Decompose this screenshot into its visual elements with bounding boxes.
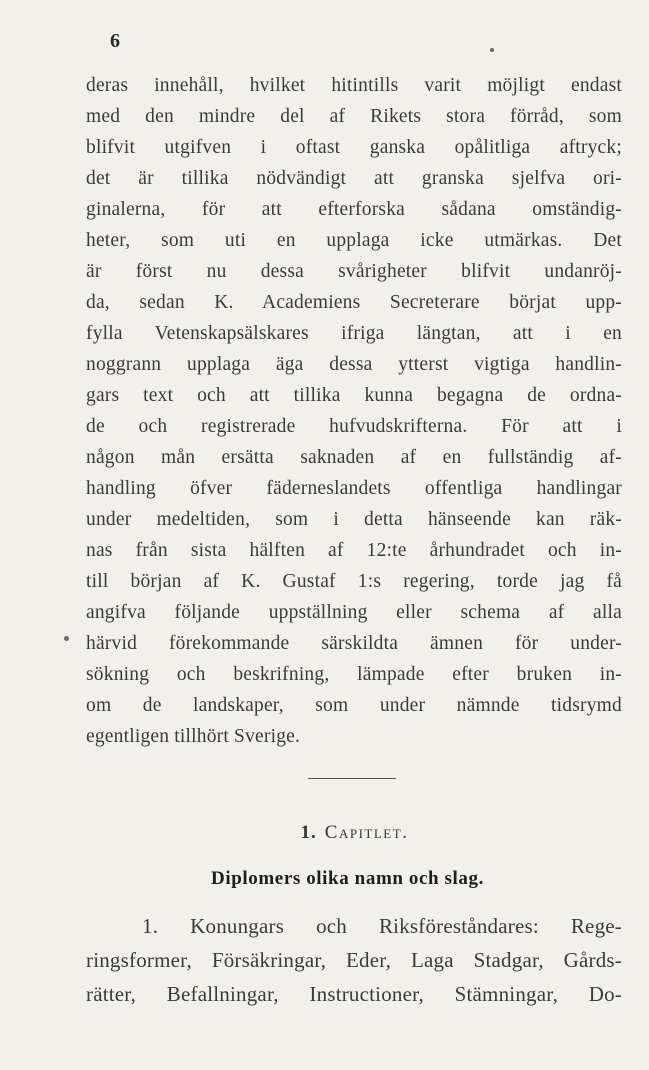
text-line: ringsformer, Försäkringar, Eder, Laga Stadgar, Gårds- bbox=[86, 948, 622, 972]
text-line: angifva följande uppställning eller schema af alla bbox=[86, 602, 622, 623]
text-line: egentligen tillhört Sverige. bbox=[86, 726, 301, 747]
text-line: blifvit utgifven i oftast ganska opålitliga aftryck; bbox=[86, 137, 622, 158]
text-line: under medeltiden, som i detta hänseende kan räk- bbox=[86, 509, 622, 530]
text-line: med den mindre del af Rikets stora förråd, som bbox=[86, 106, 622, 127]
text-line: 1. Konungars och Riksföreståndares: Rege- bbox=[142, 914, 622, 938]
text-line: sökning och beskrifning, lämpade efter bruken in- bbox=[86, 664, 622, 685]
chapter-word: Capitlet. bbox=[324, 822, 409, 843]
text-line: gars text och att tillika kunna begagna de ordna- bbox=[86, 385, 622, 406]
text-line: till början af K. Gustaf 1:s regering, torde jag få bbox=[86, 571, 622, 592]
ink-speck bbox=[64, 636, 69, 641]
chapter-number: 1. bbox=[300, 822, 317, 843]
text-line: om de landskaper, som under nämnde tidsrymd bbox=[86, 695, 622, 716]
text-line: deras innehåll, hvilket hitintills varit möjligt endast bbox=[86, 75, 622, 96]
text-line: är först nu dessa svårigheter blifvit undanröj- bbox=[86, 261, 622, 282]
text-line: härvid förekommande särskildta ämnen för under- bbox=[86, 633, 622, 654]
main-paragraph bbox=[86, 70, 622, 752]
text-line: handling öfver fäderneslandets offentliga handlingar bbox=[86, 478, 622, 499]
text-line: någon mån ersätta saknaden af en fullständig af- bbox=[86, 447, 622, 468]
text-line: da, sedan K. Academiens Secreterare börjat upp- bbox=[86, 292, 622, 313]
page-number: 6 bbox=[110, 30, 120, 52]
text-line: fylla Vetenskapsälskares ifriga längtan, att i en bbox=[86, 323, 622, 344]
text-line: heter, som uti en upplaga icke utmärkas. Det bbox=[86, 230, 622, 251]
text-line: de och registrerade hufvudskrifterna. För att i bbox=[86, 416, 622, 437]
text-line: nas från sista hälften af 12:te århundradet och in- bbox=[86, 540, 622, 561]
chapter-heading bbox=[0, 822, 649, 844]
section-heading: Diplomers olika namn och slag. bbox=[211, 868, 484, 889]
ink-speck bbox=[490, 48, 494, 52]
text-line: ginalerna, för att efterforska sådana omständig- bbox=[86, 199, 622, 220]
text-line: rätter, Befallningar, Instructioner, Stämningar, Do- bbox=[86, 982, 622, 1006]
text-line: det är tillika nödvändigt att granska sjelfva ori- bbox=[86, 168, 622, 189]
numbered-paragraph bbox=[86, 909, 622, 1011]
text-line: noggrann upplaga äga dessa ytterst vigtiga handlin- bbox=[86, 354, 622, 375]
section-divider bbox=[308, 778, 396, 779]
